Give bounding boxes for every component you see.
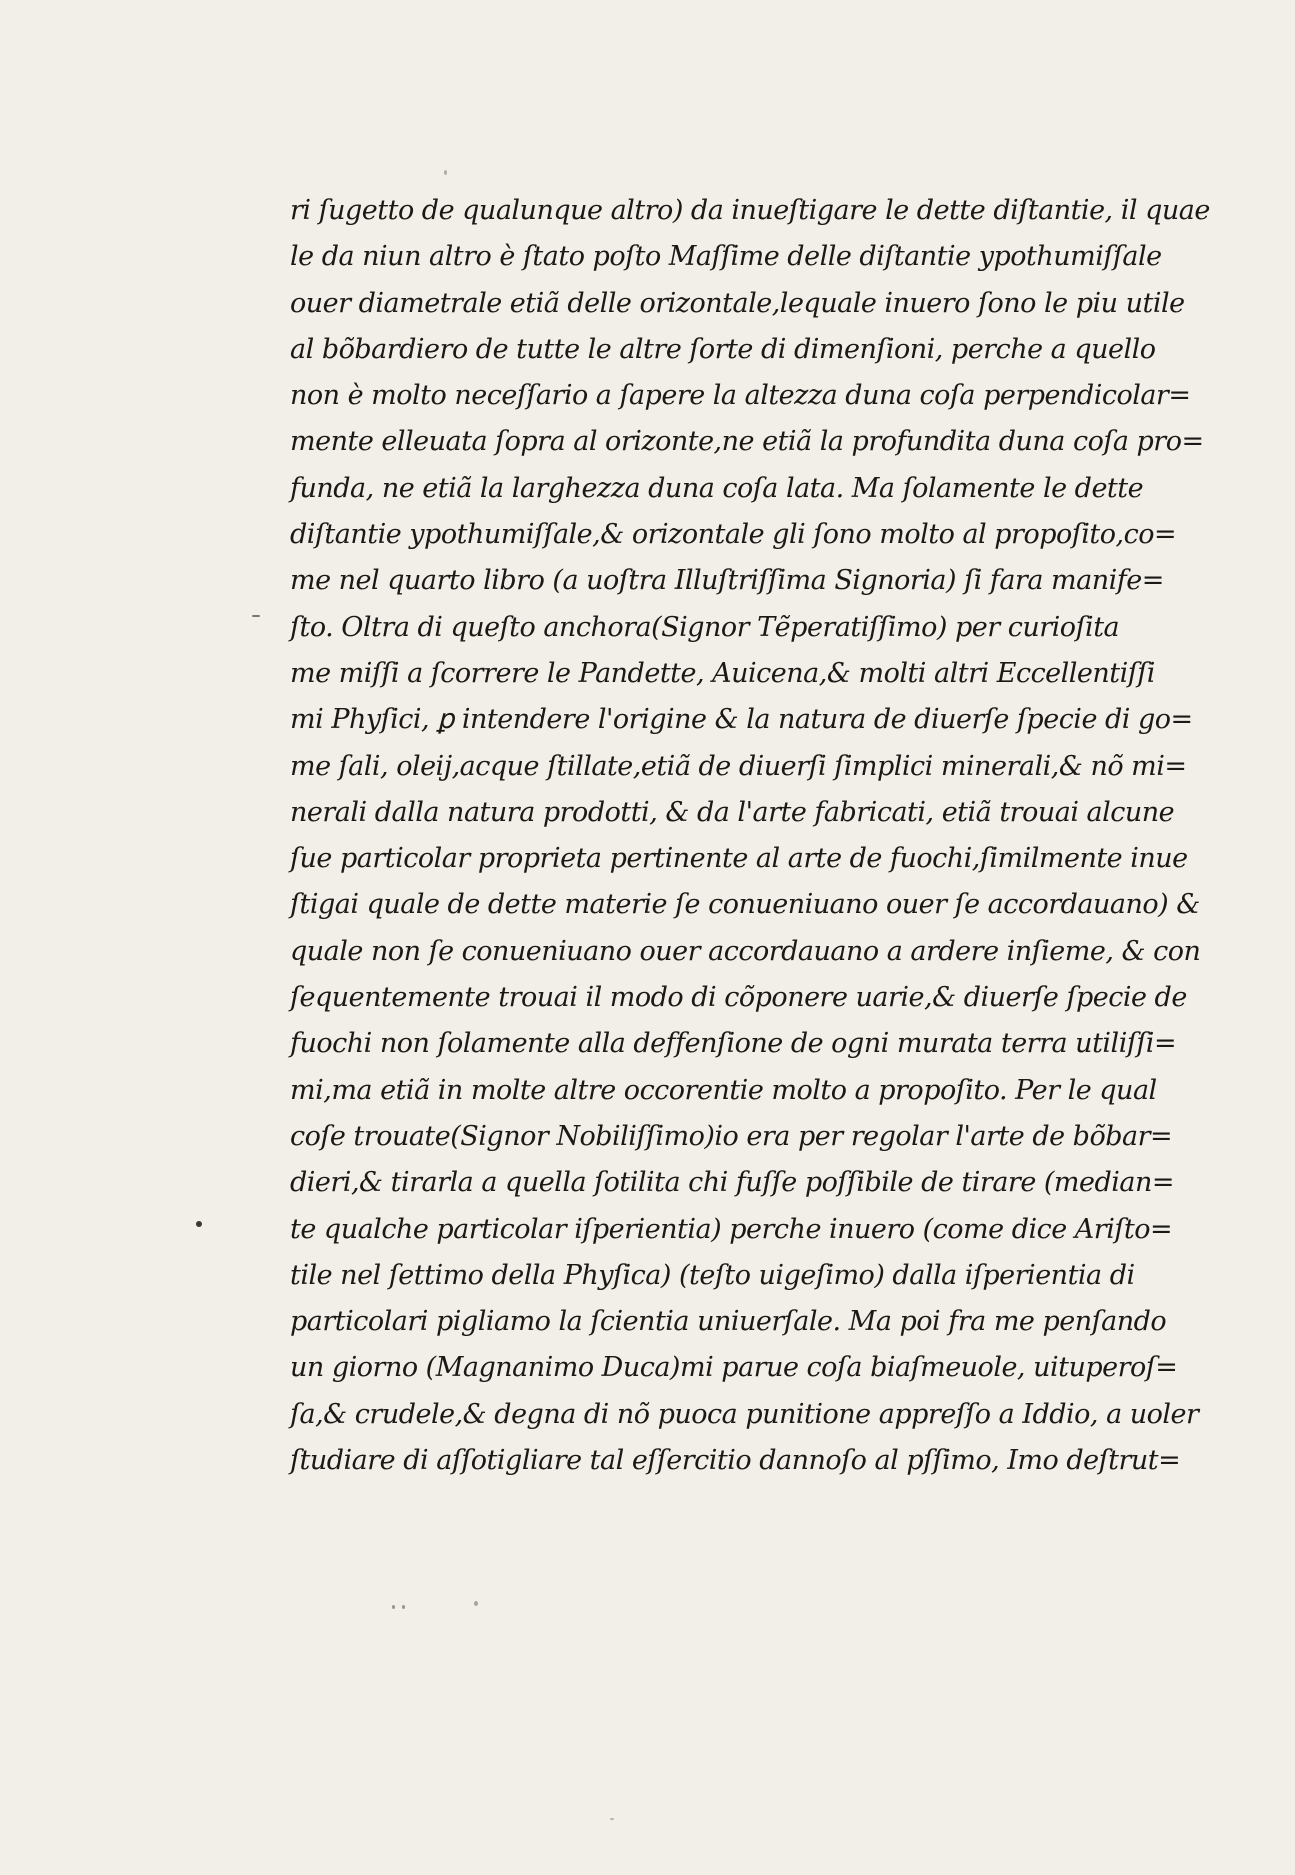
text-block [290,188,1210,1484]
text-line-25: particolari pigliamo la ſcientia uniuerſale. Ma poi fra me penſando [290,1306,1167,1338]
text-line-9: me nel quarto libro (a uoſtra Illuſtriſſima Signoria) ſi fara manife= [290,565,1164,597]
text-line-24: tile nel ſettimo della Phyſica) (teſto uigeſimo) dalla iſperientia di [290,1259,1135,1291]
text-line-21: coſe trouate(Signor Nobiliſſimo)io era per regolar l'arte de bõbar= [290,1120,1173,1152]
margin-dash [252,615,260,617]
bottom-mark-4 [610,1818,614,1820]
text-line-20: mi,ma etiã in molte altre occorentie molto a propoſito. Per le qual [290,1074,1157,1106]
ink-speck [196,1221,202,1227]
bottom-mark-3 [474,1601,478,1606]
text-line-8: diſtantie ypothumiſſale,& orizontale gli ſono molto al propoſito,co= [290,519,1177,551]
text-line-17: quale non ſe conueniuano ouer accordauano a ardere inſieme, & con [290,935,1201,967]
text-line-3: ouer diametrale etiã delle orizontale,lequale inuero ſono le piu utile [290,287,1185,319]
text-line-16: ſtigai quale de dette materie ſe conueniuano ouer ſe accordauano) & [290,889,1200,921]
text-line-10: ſto. Oltra di queſto anchora(Signor Tẽperatiſſimo) per curioſita [290,611,1120,643]
top-mark [444,170,447,175]
bottom-mark-1 [392,1605,395,1609]
text-line-28: ſtudiare di aſſotigliare tal eſſercitio dannoſo al pſſimo, Imo deſtrut= [290,1445,1181,1477]
text-line-23: te qualche particolar iſperientia) perche inuero (come dice Ariſto= [290,1213,1173,1245]
text-line-22: dieri,& tirarla a quella ſotilita chi fuſſe poſſibile de tirare (median= [290,1167,1175,1199]
text-line-1: ri ſugetto de qualunque altro) da inueſtigare le dette diſtantie, il quae [290,195,1210,226]
text-line-19: fuochi non ſolamente alla deffenſione de ogni murata terra utiliſſi= [290,1028,1177,1060]
text-line-15: ſue particolar proprieta pertinente al arte de fuochi,ſimilmente inue [290,843,1188,875]
text-line-27: ſa,& crudele,& degna di nõ puoca punitione appreſſo a Iddio, a uoler [290,1398,1199,1430]
bottom-mark-2 [402,1605,405,1609]
text-line-5: non è molto neceſſario a ſapere la altezza duna coſa perpendicolar= [290,380,1191,412]
text-line-7: funda, ne etiã la larghezza duna coſa lata. Ma ſolamente le dette [290,472,1144,504]
text-line-11: me miſſi a ſcorrere le Pandette, Auicena,& molti altri Eccellentiſſi [290,657,1155,689]
text-line-13: me ſali, oleij,acque ſtillate,etiã de diuerſi ſimplici minerali,& nõ mi= [290,750,1187,782]
text-line-6: mente elleuata ſopra al orizonte,ne etiã la profundita duna coſa pro= [290,426,1204,458]
text-line-14: nerali dalla natura prodotti, & da l'arte fabricati, etiã trouai alcune [290,796,1175,828]
text-line-4: al bõbardiero de tutte le altre ſorte di dimenſioni, perche a quello [290,333,1156,365]
text-line-26: un giorno (Magnanimo Duca)mi parue coſa biaſmeuole, uituperoſ= [290,1352,1178,1384]
text-line-2: le da niun altro è ſtato poſto Maſſime delle diſtantie ypothumiſſale [290,241,1162,273]
text-line-18: ſequentemente trouai il modo di cõponere uarie,& diuerſe ſpecie de [290,982,1187,1014]
text-line-12: mi Phyſici, ꝑ intendere l'origine & la natura de diuerſe ſpecie di go= [290,704,1193,736]
